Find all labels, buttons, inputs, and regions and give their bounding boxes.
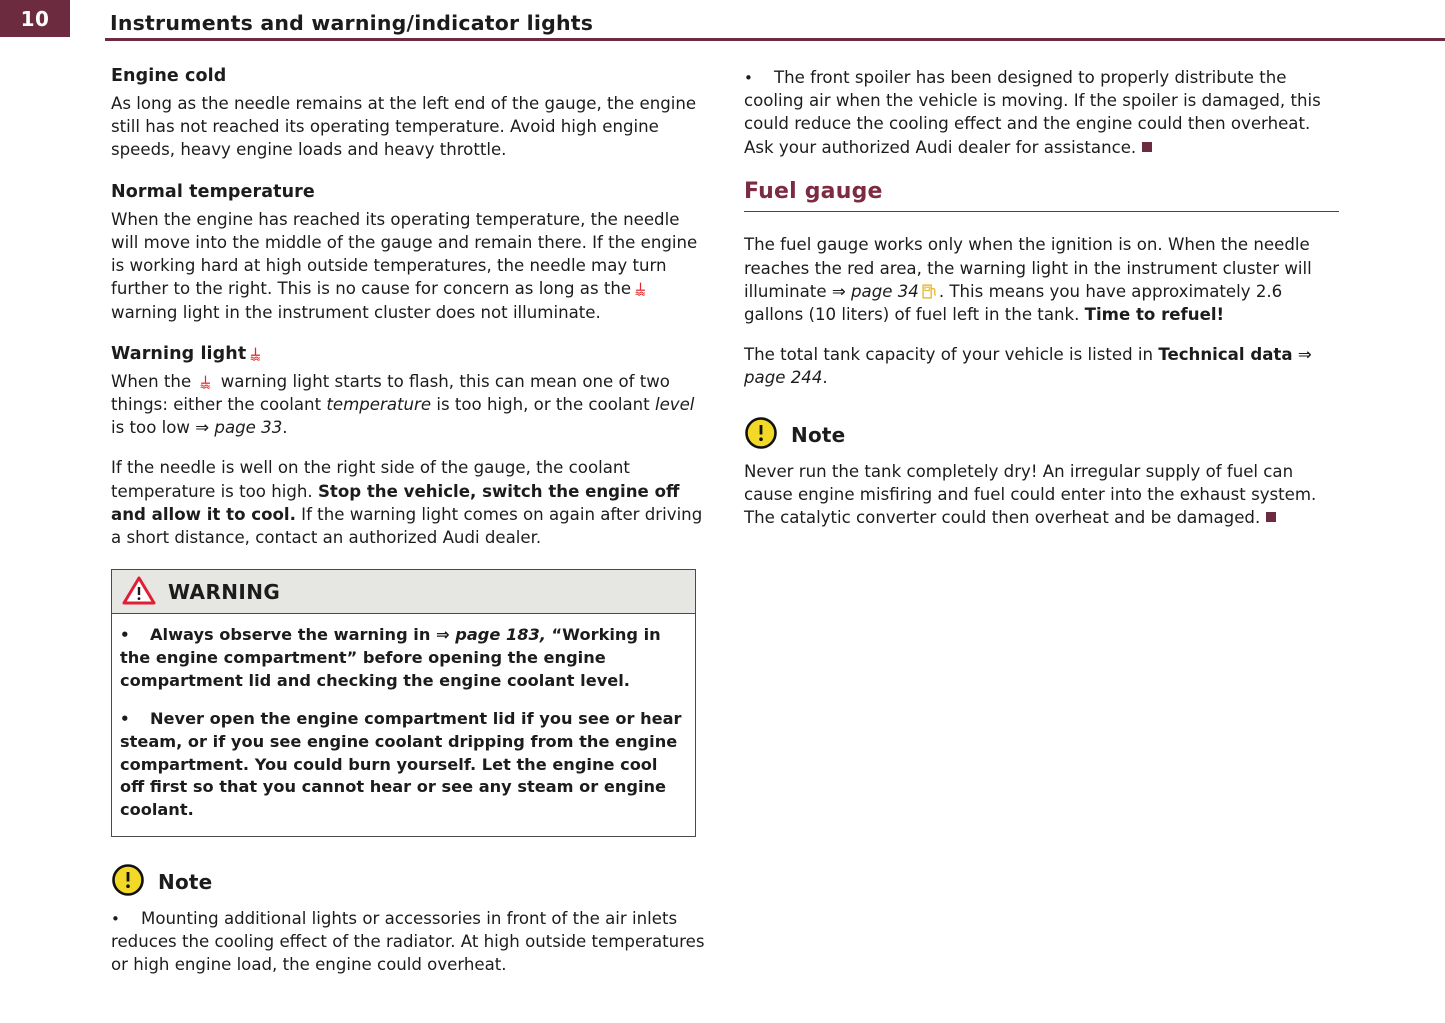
wl-italic-temperature: temperature	[326, 394, 432, 414]
warning-box-header	[112, 570, 695, 614]
cross-reference-page-183[interactable]: page 183,	[455, 625, 546, 645]
paragraph-spoiler-bullet	[744, 66, 1339, 159]
wl2-text-a: If the needle is well on the right side of the gauge, the coolant temperature is too high.	[111, 458, 630, 501]
xref-arrow-icon: ⇒	[1297, 345, 1312, 365]
note-title: Note	[791, 422, 846, 447]
wl2-text-b: If the warning light comes on again after driving a short distance, contact an authorized Audi dealer.	[111, 504, 703, 548]
note-header	[744, 416, 1339, 454]
page-title: Instruments and warning/indicator lights	[110, 11, 594, 35]
fg1-text-b: . This means you have approximately 2.6 gallons (10 liters) of fuel left in the tank.	[744, 281, 1283, 325]
fg1-text-a: The fuel gauge works only when the ignition is on. When the needle reaches the red area, the warning light in the instrument cluster will illuminate	[744, 235, 1312, 301]
page-number-block: 10	[0, 0, 70, 37]
heading-normal-temperature: Normal temperature	[111, 181, 315, 202]
paragraph-warning-light-2	[111, 456, 711, 549]
wl-italic-level: level	[654, 394, 695, 414]
xref-arrow-icon: ⇒	[436, 625, 450, 645]
right-column	[744, 66, 1339, 996]
note-header	[111, 863, 711, 901]
warning-box-body	[112, 614, 695, 835]
wl-text-d: is too low	[111, 418, 190, 438]
page-body	[0, 66, 1445, 996]
warning-bullet-1	[120, 624, 683, 692]
fg2-text-end: .	[822, 368, 828, 388]
wl2-bold-stop-vehicle: Stop the vehicle, switch the engine off and allow it to cool.	[111, 481, 680, 524]
note-block-right	[744, 416, 1339, 530]
header-divider	[105, 38, 1445, 41]
cross-reference-page-33[interactable]: page 33	[214, 418, 283, 438]
fuel-pump-icon	[922, 283, 937, 300]
wl-text-c: is too high, or the coolant	[436, 394, 650, 414]
note-exclamation-icon	[744, 416, 778, 454]
cross-reference-page-244[interactable]: page 244	[744, 368, 823, 388]
warning-triangle-icon	[122, 575, 156, 609]
wl-text-end: .	[282, 418, 288, 438]
heading-warning-light-label: Warning light	[111, 343, 247, 364]
bullet-icon	[120, 624, 150, 647]
note-right-text-value: Never run the tank completely dry! An irregular supply of fuel can cause engine misfiring and fuel could enter into the exhaust system. The catalytic converter could then overheat and be damaged.	[744, 461, 1317, 528]
coolant-temperature-warning-icon	[197, 373, 214, 389]
warning-b1-text-b: “Working in the engine compartment” before opening the engine compartment lid and checking the engine coolant level.	[120, 625, 661, 690]
note-bullet-1	[111, 907, 711, 977]
paragraph-warning-light-1	[111, 370, 711, 440]
coolant-temperature-warning-icon	[247, 346, 264, 362]
warning-b2-text: Never open the engine compartment lid if you see or hear steam, or if you see engine coolant dripping from the engine compartment. You could burn yourself. Let the engine cool off first so that you cannot hear or see any steam or engine coolant.	[120, 709, 682, 819]
fg1-bold-time-to-refuel: Time to refuel!	[1084, 305, 1225, 325]
note-bullet-1-text: Mounting additional lights or accessories in front of the air inlets reduces the cooling effect of the radiator. At high outside temperatures or high engine load, the engine could overheat.	[111, 908, 705, 975]
paragraph-fuel-gauge-2	[744, 343, 1339, 389]
cross-reference-page-34[interactable]: page 34	[851, 281, 919, 301]
note-title: Note	[158, 869, 213, 894]
warning-box	[111, 569, 696, 836]
xref-arrow-icon: ⇒	[831, 281, 846, 301]
normal-temp-text-part1: When the engine has reached its operating temperature, the needle will move into the middle of the gauge and remain there. If the engine is working hard at high outside temperatures, the needle may turn further to the right. This is no cause for concern as long as the	[111, 209, 698, 299]
bullet-icon	[744, 66, 774, 89]
left-column	[111, 66, 711, 996]
warning-box-title: WARNING	[168, 579, 281, 604]
warning-bullet-2	[120, 708, 683, 821]
note-exclamation-icon	[111, 863, 145, 901]
bullet-icon	[120, 708, 150, 731]
warning-b1-text-a: Always observe the warning in	[150, 625, 431, 645]
bullet-icon	[111, 907, 141, 930]
heading-warning-light	[111, 344, 711, 364]
paragraph-engine-cold: As long as the needle remains at the left end of the gauge, the engine still has not reached its operating temperature. Avoid high engine speeds, heavy engine loads and heavy throttle.	[111, 94, 697, 160]
fg2-text-a: The total tank capacity of your vehicle is listed in	[744, 345, 1154, 365]
end-of-section-square	[1142, 142, 1152, 152]
spoiler-bullet-text: The front spoiler has been designed to properly distribute the cooling air when the vehicle is moving. If the spoiler is damaged, this could reduce the cooling effect and the engine could then overheat. Ask your authorized Audi dealer for assistance.	[744, 68, 1321, 157]
wl-text-a: When the	[111, 371, 192, 391]
fg2-bold-technical-data: Technical data	[1158, 345, 1293, 365]
coolant-temperature-warning-icon	[632, 280, 649, 296]
fuel-gauge-divider	[744, 211, 1339, 213]
wl-text-b: warning light starts to flash, this can mean one of two things: either the coolant	[111, 371, 670, 414]
page-header	[0, 0, 1445, 44]
heading-engine-cold: Engine cold	[111, 66, 227, 86]
paragraph-fuel-gauge-1	[744, 233, 1339, 326]
heading-fuel-gauge: Fuel gauge	[744, 178, 883, 204]
end-of-section-square	[1266, 512, 1276, 522]
note-right-text	[744, 460, 1339, 530]
normal-temp-text-part2: warning light in the instrument cluster does not illuminate.	[111, 302, 601, 322]
xref-arrow-icon: ⇒	[195, 418, 210, 438]
paragraph-normal-temperature	[111, 208, 711, 324]
note-block-left	[111, 863, 711, 977]
